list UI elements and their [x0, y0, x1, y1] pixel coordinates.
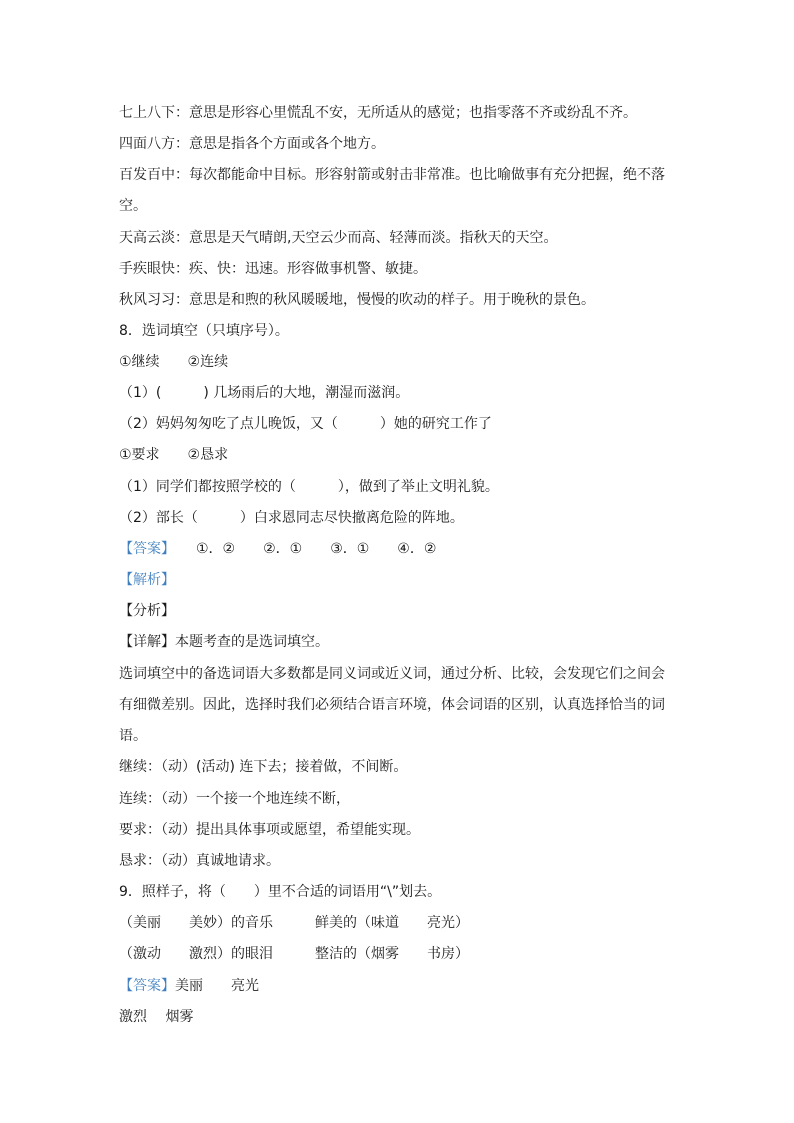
idiom-line: 四面八方：意思是指各个方面或各个地方。	[119, 136, 385, 152]
definition: 恳求：（动）真诚地请求。	[119, 853, 280, 869]
word-pair-row: （美丽 美妙）的音乐 鲜美的（味道 亮光）	[119, 915, 469, 931]
sentence: （2）部长（ ）白求恩同志尽快撤离危险的阵地。	[119, 510, 464, 526]
answer-tag: 【答案】	[119, 978, 175, 994]
answer-line	[119, 976, 259, 996]
xiangjie-line	[119, 632, 329, 652]
question-8-title: 8．选词填空（只填序号）。	[119, 323, 289, 339]
idiom-line: 天高云淡：意思是天气晴朗,天空云少而高、轻薄而淡。指秋天的天空。	[119, 230, 558, 246]
answer-tag: 【答案】	[119, 541, 168, 557]
question-9-title: 9．照样子，将（ ）里不合适的词语用“\”划去。	[119, 884, 442, 900]
definition: 连续：（动）一个接一个地连续不断，	[119, 791, 350, 807]
xiangjie-tag: 【详解】	[119, 634, 175, 650]
idiom-line: 百发百中：每次都能命中目标。形容射箭或射击非常准。也比喻做事有充分把握，绝不落空。	[119, 167, 665, 214]
answer-line	[119, 539, 436, 559]
answer-text: 美丽 亮光	[175, 978, 259, 994]
sentence: （1）同学们都按照学校的（ ），做到了举止文明礼貌。	[119, 479, 499, 495]
explanation-paragraph: 选词填空中的备选词语大多数都是同义词或近义词，通过分析、比较，会发现它们之间会有细微差别。因此，选择时我们必须结合语言环境，体会词语的区别，认真选择恰当的词语。	[119, 666, 665, 744]
idiom-line: 七上八下：意思是形容心里慌乱不安，无所适从的感觉；也指零落不齐或纷乱不齐。	[119, 105, 637, 121]
xiangjie-text: 本题考查的是选词填空。	[175, 634, 329, 650]
definition: 继续：（动）(活动) 连下去；接着做，不间断。	[119, 759, 408, 775]
sentence: （1）( ) 几场雨后的大地，潮湿而滋润。	[119, 385, 410, 401]
jiexi-tag: 【解析】	[119, 572, 175, 588]
word-pair-row: （激动 激烈）的眼泪 整洁的（烟雾 书房）	[119, 946, 469, 962]
idiom-line: 秋风习习：意思是和煦的秋风暖暖地，慢慢的吹动的样子。用于晚秋的景色。	[119, 292, 595, 308]
answer-text: ①．② ②．① ③．① ④．②	[168, 541, 437, 557]
definition: 要求：（动）提出具体事项或愿望，希望能实现。	[119, 822, 420, 838]
option-list: ①继续 ②连续	[119, 354, 229, 370]
sentence: （2）妈妈匆匆吃了点儿晚饭，又（ ）她的研究工作了	[119, 416, 492, 432]
idiom-line: 手疾眼快：疾、快：迅速。形容做事机警、敏捷。	[119, 261, 427, 277]
option-list: ①要求 ②恳求	[119, 447, 229, 463]
fenxi-tag: 【分析】	[119, 603, 175, 619]
answer-line-2: 激烈 烟雾	[119, 1009, 194, 1025]
